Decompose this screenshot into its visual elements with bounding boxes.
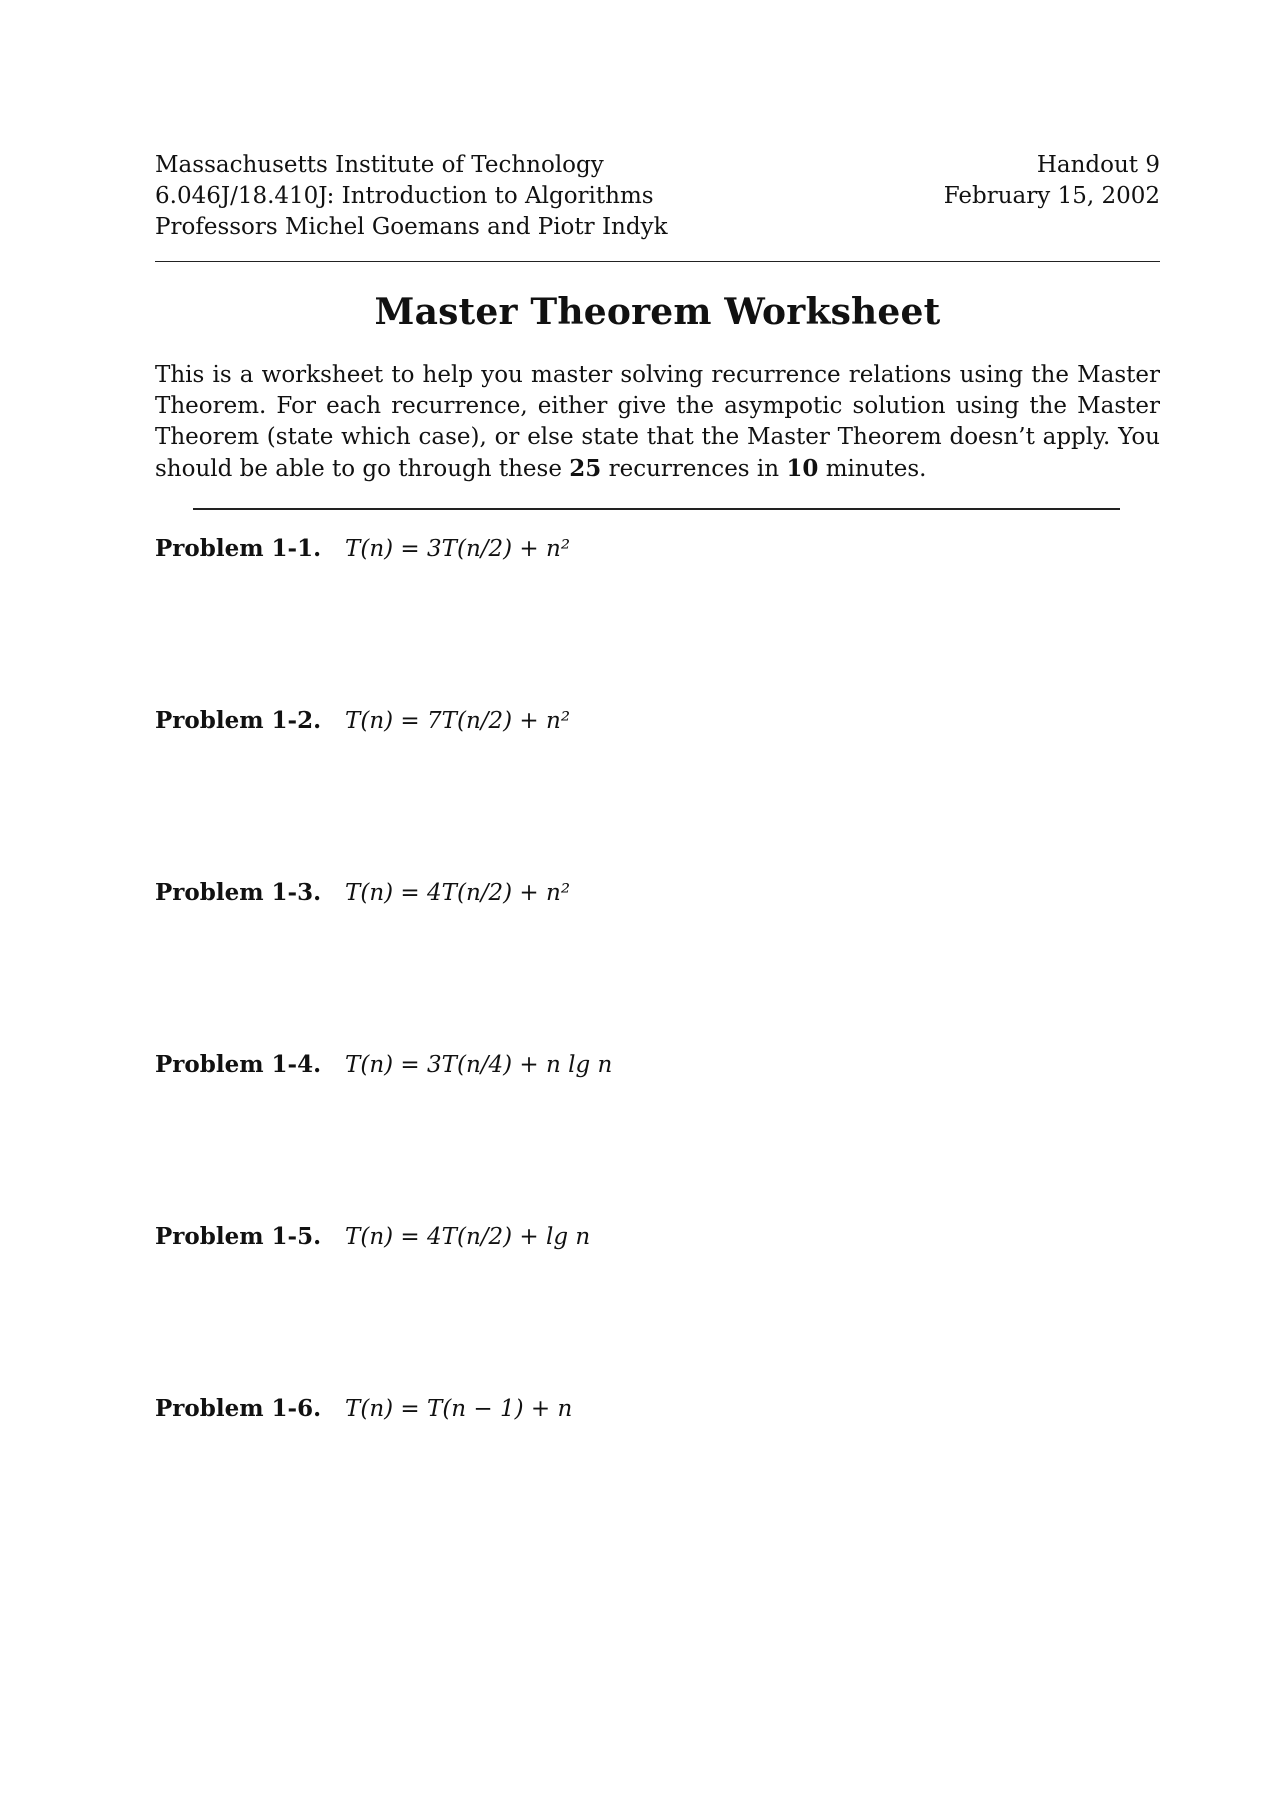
- problem-label: Problem 1-6.: [155, 1395, 322, 1422]
- intro-text-2: recurrences in: [601, 456, 787, 482]
- problem-equation: T(n) = 7T(n/2) + n²: [345, 708, 571, 734]
- problem-equation: T(n) = 3T(n/2) + n²: [345, 536, 571, 562]
- intro-text-3: minutes.: [818, 456, 927, 482]
- problem-1-5: [155, 1221, 590, 1253]
- problem-label: Problem 1-4.: [155, 1051, 322, 1078]
- problem-label: Problem 1-1.: [155, 535, 322, 562]
- handout-date: February 15, 2002: [943, 183, 1160, 209]
- document-page: [155, 150, 1160, 510]
- problem-1-2: [155, 705, 570, 737]
- problem-equation: T(n) = 3T(n/4) + n lg n: [345, 1052, 613, 1078]
- problem-equation: T(n) = 4T(n/2) + n²: [345, 880, 571, 906]
- document-header: [155, 150, 1160, 243]
- problem-1-1: [155, 533, 570, 565]
- document-title: Master Theorem Worksheet: [374, 291, 941, 333]
- course-name: 6.046J/18.410J: Introduction to Algorithms: [155, 183, 654, 209]
- problem-label: Problem 1-2.: [155, 707, 322, 734]
- intro-text-1: This is a worksheet to help you master solving recurrence relations using the Master Theorem. For each recurrence, either give the asympotic solution using the Master Theorem (state which case), or else state that the Master Theorem doesn’t apply. You should be able to go through these: [155, 362, 1160, 482]
- intro-minutes-count: 10: [786, 455, 819, 482]
- intro-paragraph: [155, 360, 1160, 485]
- institution-name: Massachusetts Institute of Technology: [155, 152, 604, 178]
- header-divider: [155, 261, 1160, 262]
- problem-label: Problem 1-5.: [155, 1223, 322, 1250]
- problem-1-4: [155, 1049, 612, 1081]
- intro-recurrence-count: 25: [569, 455, 602, 482]
- problem-1-6: [155, 1393, 572, 1425]
- problem-label: Problem 1-3.: [155, 879, 322, 906]
- problem-equation: T(n) = 4T(n/2) + lg n: [345, 1224, 591, 1250]
- problem-1-3: [155, 877, 570, 909]
- handout-number: Handout 9: [1036, 152, 1160, 178]
- professors-line: Professors Michel Goemans and Piotr Indyk: [155, 214, 668, 240]
- problem-equation: T(n) = T(n − 1) + n: [345, 1396, 573, 1422]
- intro-divider: [193, 508, 1120, 510]
- header-right: [944, 150, 1160, 243]
- header-left: [155, 150, 668, 243]
